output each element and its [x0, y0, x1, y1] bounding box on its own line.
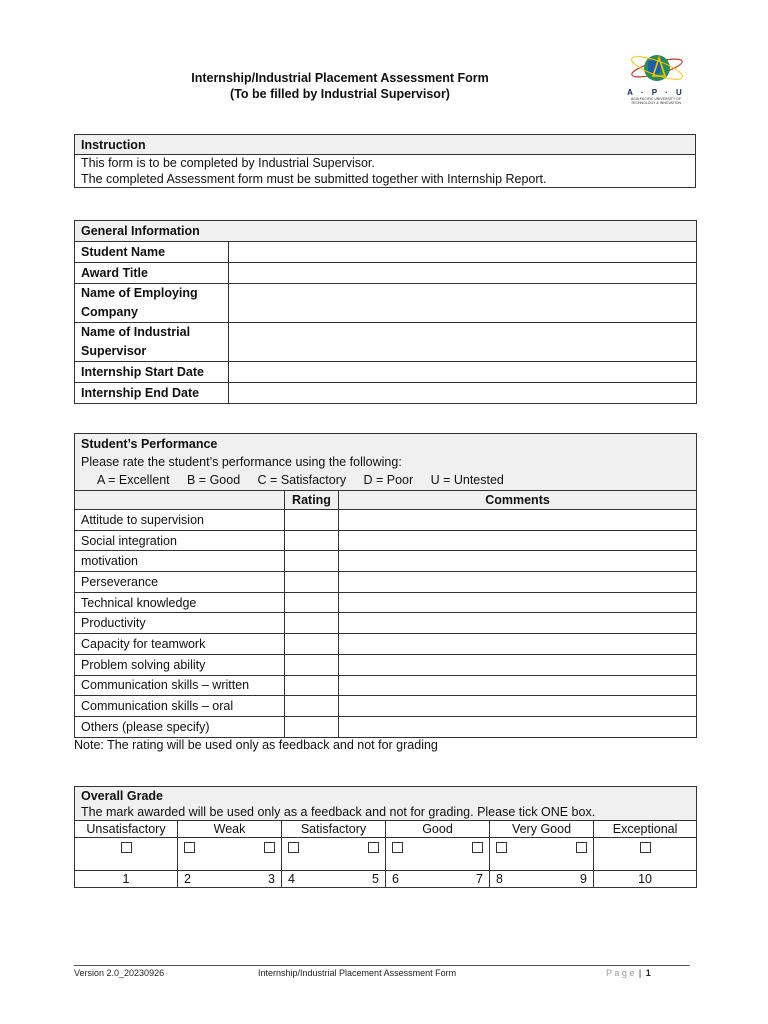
rating-note: Note: The rating will be used only as feedback and not for grading: [74, 738, 438, 752]
mark-label: 10: [594, 871, 697, 888]
comment-cell[interactable]: [339, 716, 697, 737]
form-title-line2: (To be filled by Industrial Supervisor): [230, 87, 450, 101]
field-label-award-title: Award Title: [75, 263, 229, 284]
field-label-end-date: Internship End Date: [75, 383, 229, 404]
instruction-table: [74, 134, 696, 188]
rating-scale: [81, 471, 690, 489]
checkbox-cell-1: [75, 838, 178, 871]
grade-label-unsatisfactory: Unsatisfactory: [75, 821, 178, 838]
logo-letters: A · P · U: [627, 88, 685, 97]
overall-heading: Overall Grade: [81, 788, 163, 803]
checkbox-cell-10: [594, 838, 697, 871]
checkbox-cell-3: [230, 838, 282, 871]
criteria-label: Problem solving ability: [75, 654, 285, 675]
comment-cell[interactable]: [339, 654, 697, 675]
rating-cell[interactable]: [285, 551, 339, 572]
mark-label: 8: [490, 871, 542, 888]
footer-form-name: Internship/Industrial Placement Assessment Form: [258, 968, 457, 978]
mark-label: 5: [334, 871, 386, 888]
checkbox-cell-7: [438, 838, 490, 871]
criteria-label: Others (please specify): [75, 716, 285, 737]
comment-cell[interactable]: [339, 572, 697, 593]
rating-cell[interactable]: [285, 654, 339, 675]
grade-label-satisfactory: Satisfactory: [282, 821, 386, 838]
criteria-label: Communication skills – oral: [75, 696, 285, 717]
field-label-industrial-supervisor: Name of Industrial Supervisor: [75, 323, 229, 362]
mark-label: 1: [75, 871, 178, 888]
checkbox-cell-4: [282, 838, 334, 871]
grade-label-very-good: Very Good: [490, 821, 594, 838]
scale-good: B = Good: [187, 473, 241, 487]
criteria-label: Communication skills – written: [75, 675, 285, 696]
criteria-label: Social integration: [75, 530, 285, 551]
checkbox-mark-10[interactable]: [640, 842, 651, 853]
checkbox-mark-1[interactable]: [121, 842, 132, 853]
field-label-employing-company: Name of Employing Company: [75, 284, 229, 323]
criteria-label: Capacity for teamwork: [75, 634, 285, 655]
comment-cell[interactable]: [339, 675, 697, 696]
mark-label: 9: [542, 871, 594, 888]
checkbox-mark-3[interactable]: [264, 842, 275, 853]
scale-excellent: A = Excellent: [97, 473, 170, 487]
rating-cell[interactable]: [285, 510, 339, 531]
comment-cell[interactable]: [339, 530, 697, 551]
mark-label: 4: [282, 871, 334, 888]
comment-cell[interactable]: [339, 613, 697, 634]
performance-heading: Student’s Performance: [81, 437, 218, 451]
performance-instruction: Please rate the student’s performance using the following:: [81, 455, 402, 469]
overall-grade-table: [74, 786, 697, 888]
footer-page: P a g e | 1: [606, 968, 651, 978]
rating-cell[interactable]: [285, 675, 339, 696]
field-input-end-date[interactable]: [229, 383, 697, 404]
criteria-label: motivation: [75, 551, 285, 572]
scale-poor: D = Poor: [363, 473, 414, 487]
criteria-label: Technical knowledge: [75, 592, 285, 613]
rating-cell[interactable]: [285, 592, 339, 613]
comment-cell[interactable]: [339, 696, 697, 717]
comment-cell[interactable]: [339, 510, 697, 531]
rating-cell[interactable]: [285, 716, 339, 737]
checkbox-cell-8: [490, 838, 542, 871]
form-title: [0, 70, 680, 102]
checkbox-mark-5[interactable]: [368, 842, 379, 853]
checkbox-mark-6[interactable]: [392, 842, 403, 853]
mark-label: 3: [230, 871, 282, 888]
checkbox-cell-5: [334, 838, 386, 871]
rating-cell[interactable]: [285, 696, 339, 717]
form-title-line1: Internship/Industrial Placement Assessment Form: [191, 71, 489, 85]
rating-cell[interactable]: [285, 572, 339, 593]
field-input-employing-company[interactable]: [229, 284, 697, 323]
footer-version: Version 2.0_20230926: [74, 968, 165, 978]
general-heading: General Information: [75, 221, 697, 242]
field-label-student-name: Student Name: [75, 242, 229, 263]
comment-cell[interactable]: [339, 634, 697, 655]
footer-divider: [74, 965, 690, 966]
checkbox-mark-2[interactable]: [184, 842, 195, 853]
scale-untested: U = Untested: [430, 473, 504, 487]
comment-cell[interactable]: [339, 551, 697, 572]
checkbox-cell-9: [542, 838, 594, 871]
rating-cell[interactable]: [285, 613, 339, 634]
rating-cell[interactable]: [285, 634, 339, 655]
criteria-label: Productivity: [75, 613, 285, 634]
checkbox-mark-7[interactable]: [472, 842, 483, 853]
performance-table: [74, 433, 697, 738]
mark-label: 6: [386, 871, 438, 888]
criteria-label: Attitude to supervision: [75, 510, 285, 531]
checkbox-mark-4[interactable]: [288, 842, 299, 853]
general-information-table: [74, 220, 697, 404]
column-header-rating: Rating: [285, 491, 339, 510]
footer-page-number: 1: [645, 968, 651, 978]
performance-header: [75, 434, 697, 491]
grade-label-good: Good: [386, 821, 490, 838]
mark-label: 2: [178, 871, 230, 888]
mark-label: 7: [438, 871, 490, 888]
column-header-criteria: [75, 491, 285, 510]
footer-page-label: P a g e: [606, 968, 635, 978]
instruction-body: [75, 155, 696, 188]
field-input-student-name[interactable]: [229, 242, 697, 263]
instruction-heading: Instruction: [75, 135, 696, 155]
instruction-line2: The completed Assessment form must be submitted together with Internship Report.: [81, 172, 547, 186]
field-input-award-title[interactable]: [229, 263, 697, 284]
field-input-industrial-supervisor[interactable]: [229, 323, 697, 362]
checkbox-cell-6: [386, 838, 438, 871]
checkbox-cell-2: [178, 838, 230, 871]
instruction-line1: This form is to be completed by Industrial Supervisor.: [81, 156, 375, 170]
column-header-comments: Comments: [339, 491, 697, 510]
overall-header: [75, 787, 697, 821]
scale-satisfactory: C = Satisfactory: [257, 473, 347, 487]
grade-label-weak: Weak: [178, 821, 282, 838]
grade-label-exceptional: Exceptional: [594, 821, 697, 838]
rating-cell[interactable]: [285, 530, 339, 551]
comment-cell[interactable]: [339, 592, 697, 613]
field-label-start-date: Internship Start Date: [75, 362, 229, 383]
field-input-start-date[interactable]: [229, 362, 697, 383]
checkbox-mark-8[interactable]: [496, 842, 507, 853]
logo-subtext: ASIA PACIFIC UNIVERSITY OF TECHNOLOGY & INNOVATION: [630, 97, 682, 105]
checkbox-mark-9[interactable]: [576, 842, 587, 853]
overall-instruction: The mark awarded will be used only as a feedback and not for grading. Please tick ONE box.: [81, 804, 596, 819]
criteria-label: Perseverance: [75, 572, 285, 593]
